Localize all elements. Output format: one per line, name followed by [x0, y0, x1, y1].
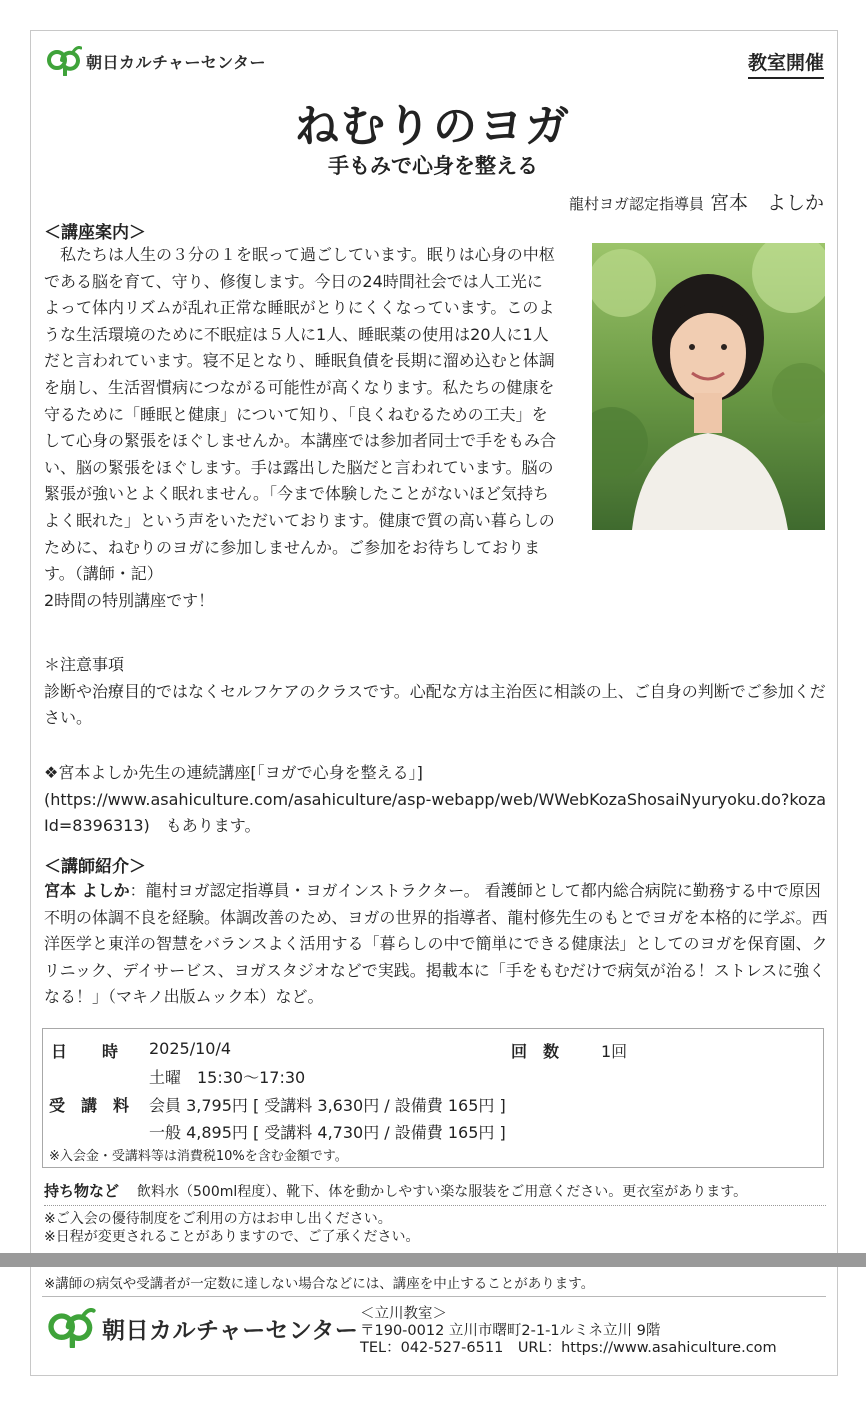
- instructor-role: 龍村ヨガ認定指導員: [568, 195, 704, 213]
- instructor-line: [569, 188, 824, 215]
- caution-heading: ＊注意事項: [44, 655, 125, 674]
- notes: [44, 1210, 419, 1246]
- venue-badge: 教室開催: [748, 48, 824, 79]
- related-course-link[interactable]: (https://www.asahiculture.com/asahiculture/asp-webapp/web/WWebKozaShosaiNyuryoku.do?kozaId=8396313) もあります。: [44, 789, 827, 836]
- asahi-culture-logo-icon: [46, 1308, 96, 1348]
- classroom-name: ＜立川教室＞: [360, 1306, 447, 1322]
- bio-heading: ＜講師紹介＞: [44, 857, 146, 877]
- footer-divider: [42, 1296, 826, 1297]
- note-item: ※ご入会の優待制度をご利用の方はお申し出ください。: [44, 1211, 392, 1227]
- instructor-name: 宮本 よしか: [709, 192, 824, 214]
- bio-body: 宮本 よしか：龍村ヨガ認定指導員・ヨガインストラクター。 看護師として都内総合病院に勤務する中で原因不明の体調不良を経験。体調改善のため、ヨガの世界的指導者、龍村修先生のもとでヨガを本格的に学ぶ。西洋医学と東洋の智慧をバランスよく活用する「暮らしの中で簡単にできる健康法」としてのヨガを保育園、クリニック、デイサービス、ヨガスタジオなどで実践。掲載本に「手をもむだけで病気が治る！ストレスに強くなる！」（マキノ出版ムック本）など。: [44, 881, 828, 1007]
- header-logo: [46, 46, 266, 76]
- date-label: 日 時: [51, 1042, 120, 1061]
- divider-band: [0, 1253, 866, 1267]
- date-value: 2025/10/4: [149, 1039, 232, 1058]
- footer-brand-name: 朝日カルチャーセンター: [102, 1317, 359, 1344]
- cancel-note: ※講師の病気や受講者が一定数に達しない場合などには、講座を中止することがあります。: [44, 1276, 595, 1292]
- instructor-photo: [592, 243, 825, 530]
- course-info-box: [42, 1028, 824, 1168]
- footer-logo: [46, 1308, 358, 1348]
- intro-heading: ＜講座案内＞: [44, 223, 146, 243]
- related-course-section: [44, 760, 829, 840]
- intro-special: 2時間の特別講座です！: [44, 590, 215, 610]
- caution-section: [44, 652, 829, 732]
- course-title: ねむりのヨガ: [295, 101, 571, 152]
- time-value: 土曜 15:30〜17:30: [149, 1068, 306, 1087]
- related-course-text: ❖宮本よしか先生の連続講座[「ヨガで心身を整える」]: [44, 763, 423, 782]
- contact-info[interactable]: TEL：042-527-6511 URL：https://www.asahiculture.com: [360, 1340, 777, 1356]
- bring-label: 持ち物など: [44, 1182, 120, 1200]
- postal-address: 〒190-0012 立川市曙町2-1-1ルミネ立川 9階: [360, 1323, 661, 1339]
- brand-name: 朝日カルチャーセンター: [86, 52, 267, 72]
- fee-general: 一般 4,895円 [ 受講料 4,730円 / 設備費 165円 ]: [149, 1123, 506, 1142]
- items-to-bring: [44, 1180, 826, 1206]
- count-value: 1回: [601, 1042, 628, 1061]
- caution-body: 診断や治療目的ではなくセルフケアのクラスです。心配な方は主治医に相談の上、ご自身の判断でご参加ください。: [44, 681, 826, 728]
- count-label: 回 数: [511, 1042, 560, 1061]
- bio-section: [44, 878, 829, 1011]
- classroom-address: [360, 1306, 777, 1357]
- course-subtitle: 手もみで心身を整える: [328, 154, 538, 178]
- fee-label: 受 講 料: [49, 1096, 130, 1115]
- tax-note: ※入会金・受講料等は消費税10%を含む金額です。: [49, 1149, 348, 1164]
- note-item: ※日程が変更されることがありますので、ご了承ください。: [44, 1229, 420, 1245]
- bring-text: 飲料水（500ml程度）、靴下、体を動かしやすい楽な服装をご用意ください。更衣室があります。: [137, 1184, 748, 1200]
- fee-member: 会員 3,795円 [ 受講料 3,630円 / 設備費 165円 ]: [149, 1096, 506, 1115]
- bio-name: 宮本 よしか: [44, 881, 130, 900]
- asahi-culture-logo-icon: [46, 46, 82, 76]
- intro-body: 私たちは人生の３分の１を眠って過ごしています。眠りは心身の中枢である脳を育て、守り、修復します。今日の24時間社会では人工光によって体内リズムが乱れ正常な睡眠がとりにくくなっています。このような生活環境のために不眠症は５人に1人、睡眠薬の使用は20人に1人だと言われています。寝不足となり、睡眠負債を長期に溜め込むと体調を崩し、生活習慣病につながる可能性が高くなります。私たちの健康を守るために「睡眠と健康」について知り、「良くねむるための工夫」をして心身の緊張をほぐしませんか。本講座では参加者同士で手をもみ合い、脳の緊張をほぐします。手は露出した脳だと言われています。脳の緊張が強いとよく眠れません。「今まで体験したことがないほど気持ちよく眠れた」という声をいただいております。健康で質の高い暮らしのために、ねむりのヨガに参加しませんか。ご参加をお待ちしております。（講師・記）: [44, 245, 557, 584]
